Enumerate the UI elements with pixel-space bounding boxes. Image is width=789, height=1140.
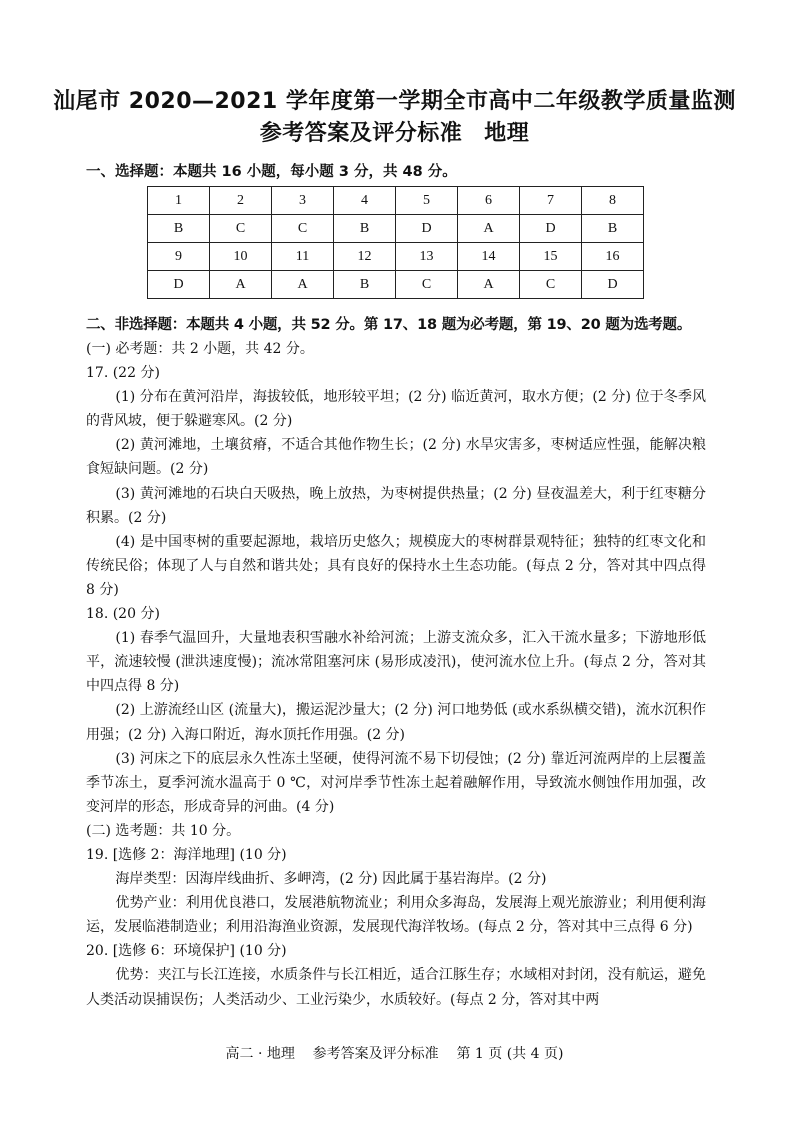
table-row: [148, 187, 644, 215]
subtitle-subject: 地理: [484, 121, 530, 146]
q17-answer-3: (3) 黄河滩地的石块白天吸热，晚上放热，为枣树提供热量；(2 分) 昼夜温差大，利于红枣糖分积累。(2 分): [86, 485, 706, 526]
table-cell: 8: [582, 187, 644, 215]
answer-table: [147, 186, 644, 299]
table-cell: B: [334, 215, 396, 243]
table-cell: A: [210, 271, 272, 299]
table-cell: 3: [272, 187, 334, 215]
q18-answer-2: (2) 上游流经山区 (流量大)，搬运泥沙量大；(2 分) 河口地势低 (或水系纵横交错)，流水沉积作用强；(2 分) 入海口附近，海水顶托作用强。(2 分): [86, 702, 706, 743]
table-cell: A: [272, 271, 334, 299]
table-cell: B: [334, 271, 396, 299]
subtitle-answer-key: 参考答案及评分标准: [259, 121, 463, 146]
table-cell: 6: [458, 187, 520, 215]
table-cell: 4: [334, 187, 396, 215]
table-cell: B: [582, 215, 644, 243]
table-cell: A: [458, 215, 520, 243]
q17-answer-1: (1) 分布在黄河沿岸，海拔较低，地形较平坦；(2 分) 临近黄河，取水方便；(2 分) 位于冬季风的背风坡，便于躲避寒风。(2 分): [86, 389, 706, 430]
part1-heading: (一) 必考题：共 2 小题，共 42 分。: [86, 341, 314, 357]
table-cell: C: [272, 215, 334, 243]
part2-heading: (二) 选考题：共 10 分。: [86, 822, 241, 839]
document-subtitle: [0, 116, 789, 147]
q19-answer-2: 优势产业：利用优良港口，发展港航物流业；利用众多海岛，发展海上观光旅游业；利用便利海运，发展临港制造业；利用沿海渔业资源，发展现代海洋牧场。(每点 2 分，答对其中三点得 6 分): [86, 895, 706, 936]
q17-answer-2: (2) 黄河滩地，土壤贫瘠，不适合其他作物生长；(2 分) 水旱灾害多，枣树适应性强，能解决粮食短缺问题。(2 分): [86, 437, 706, 478]
answer-body: [86, 337, 706, 1012]
table-cell: 2: [210, 187, 272, 215]
question-18-label: 18. (20 分): [86, 606, 160, 623]
table-cell: 5: [396, 187, 458, 215]
document-title: 汕尾市 2020—2021 学年度第一学期全市高中二年级教学质量监测: [53, 89, 736, 114]
section2-heading: 二、非选择题：本题共 4 小题，共 52 分。第 17、18 题为必考题，第 19、20 题为选考题。: [86, 317, 692, 333]
table-cell: D: [520, 215, 582, 243]
table-cell: 15: [520, 243, 582, 271]
q18-answer-1: (1) 春季气温回升，大量地表积雪融水补给河流；上游支流众多，汇入干流水量多；下游地形低平，流速较慢 (泄洪速度慢)；流冰常阻塞河床 (易形成凌汛)，使河流水位上升。(每点 2 分，答对其中四点得 8 分): [86, 630, 706, 695]
table-cell: 9: [148, 243, 210, 271]
question-19-label: 19. [选修 2：海洋地理] (10 分): [86, 846, 287, 863]
table-row: [148, 243, 644, 271]
table-cell: A: [458, 271, 520, 299]
q18-answer-3: (3) 河床之下的底层永久性冻土坚硬，使得河流不易下切侵蚀；(2 分) 靠近河流两岸的上层覆盖季节冻土，夏季河流水温高于 0 ℃，对河岸季节性冻土起着融解作用，导致流水侧蚀作用加强，改变河岸的形态，形成奇异的河曲。(4 分): [86, 750, 706, 815]
q17-answer-4: (4) 是中国枣树的重要起源地，栽培历史悠久；规模庞大的枣树群景观特征；独特的红枣文化和传统民俗；体现了人与自然和谐共处；具有良好的保持水土生态功能。(每点 2 分，答对其中四点得 8 分): [86, 533, 706, 598]
page-footer: 高二 · 地理 参考答案及评分标准 第 1 页 (共 4 页): [225, 1046, 564, 1062]
table-cell: C: [210, 215, 272, 243]
table-cell: 7: [520, 187, 582, 215]
table-cell: 10: [210, 243, 272, 271]
table-cell: D: [396, 215, 458, 243]
table-cell: C: [520, 271, 582, 299]
question-20-label: 20. [选修 6：环境保护] (10 分): [86, 943, 287, 960]
table-cell: 11: [272, 243, 334, 271]
table-cell: D: [148, 271, 210, 299]
table-cell: B: [148, 215, 210, 243]
table-cell: 14: [458, 243, 520, 271]
table-cell: 1: [148, 187, 210, 215]
section1-heading: 一、选择题：本题共 16 小题，每小题 3 分，共 48 分。: [86, 164, 457, 180]
table-cell: 13: [396, 243, 458, 271]
table-cell: C: [396, 271, 458, 299]
table-row: [148, 271, 644, 299]
table-cell: 16: [582, 243, 644, 271]
question-17-label: 17. (22 分): [86, 365, 160, 382]
table-cell: D: [582, 271, 644, 299]
table-cell: 12: [334, 243, 396, 271]
q19-answer-1: 海岸类型：因海岸线曲折、多岬湾，(2 分) 因此属于基岩海岸。(2 分): [115, 871, 547, 888]
q20-answer-1: 优势：夹江与长江连接，水质条件与长江相近，适合江豚生存；水域相对封闭，没有航运，避免人类活动误捕误伤；人类活动少、工业污染少，水质较好。(每点 2 分，答对其中两: [86, 967, 706, 1008]
table-row: [148, 215, 644, 243]
